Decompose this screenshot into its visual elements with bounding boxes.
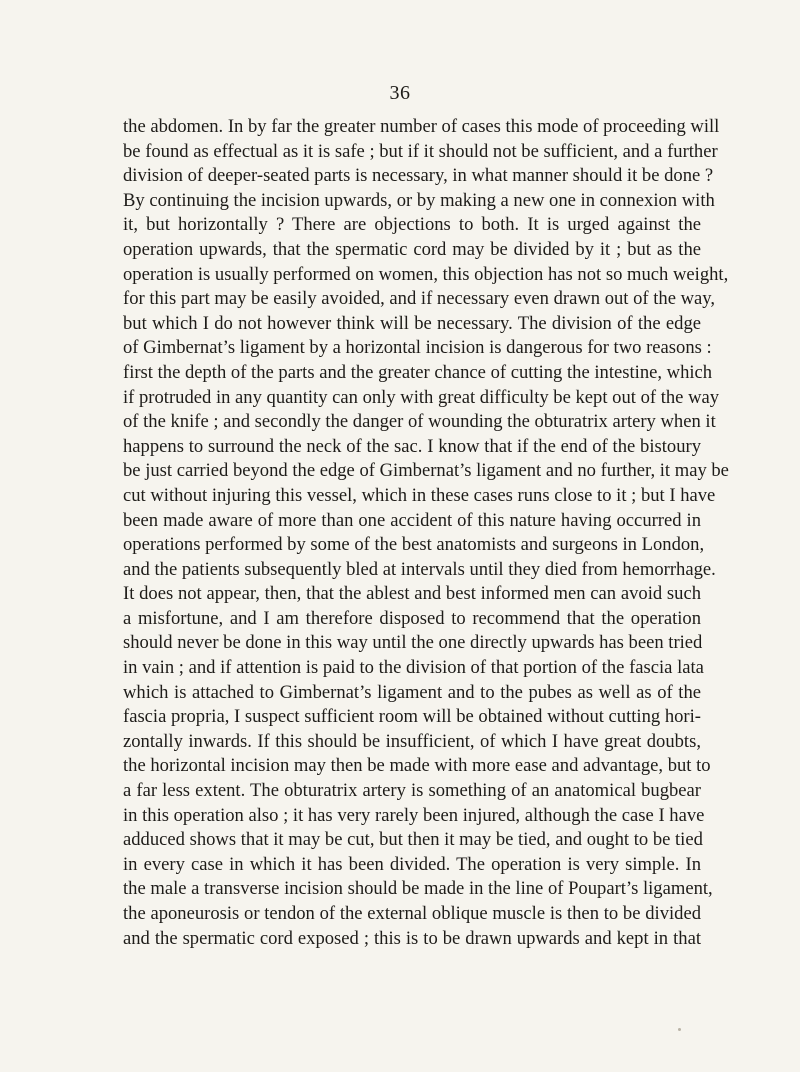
- text-line: the abdomen. In by far the greater number of cases this mode of proceeding will: [123, 116, 720, 137]
- text-line: a far less extent. The obturatrix artery is something of an anatomical bugbear: [123, 780, 701, 802]
- text-line: operation upwards, that the spermatic cord may be divided by it ; but as the: [123, 238, 701, 260]
- text-line: the male a transverse incision should be made in the line of Poupart’s ligament,: [123, 878, 713, 900]
- text-line: and the patients subsequently bled at intervals until they died from hemorrhage.: [123, 558, 716, 580]
- text-line: fascia propria, I suspect sufficient room will be obtained without cutting hori-: [123, 706, 701, 728]
- text-line: operation is usually performed on women, this objection has not so much weight,: [123, 263, 729, 285]
- text-line: of the knife ; and secondly the danger of wounding the obturatrix artery when it: [123, 411, 716, 433]
- text-line: cut without injuring this vessel, which in these cases runs close to it ; but I have: [123, 484, 716, 506]
- text-line: if protruded in any quantity can only with great difficulty be kept out of the way: [123, 386, 720, 408]
- text-line: been made aware of more than one accident of this nature having occurred in: [123, 509, 701, 531]
- text-line: By continuing the incision upwards, or by making a new one in connexion with: [123, 189, 715, 211]
- text-line: and the spermatic cord exposed ; this is to be drawn upwards and kept in that: [123, 927, 701, 949]
- text-line: operations performed by some of the best anatomists and surgeons in London,: [123, 534, 705, 556]
- text-line: which is attached to Gimbernat’s ligament and to the pubes as well as of the: [123, 681, 701, 703]
- text-line: in vain ; and if attention is paid to the division of that portion of the fascia lata: [123, 657, 704, 679]
- text-line: but which I do not however think will be necessary. The division of the edge: [123, 312, 701, 334]
- text-line: of Gimbernat’s ligament by a horizontal incision is dangerous for two reasons :: [123, 337, 712, 359]
- text-line: in every case in which it has been divided. The operation is very simple. In: [123, 853, 701, 875]
- page-number: 36: [389, 82, 411, 104]
- text-line: be just carried beyond the edge of Gimbernat’s ligament and no further, it may be: [123, 460, 729, 482]
- text-line: It does not appear, then, that the ablest and best informed men can avoid such: [123, 583, 701, 605]
- text-line: zontally inwards. If this should be insufficient, of which I have great doubts,: [123, 730, 701, 752]
- text-line: a misfortune, and I am therefore disposed to recommend that the operation: [123, 607, 701, 629]
- text-line: in this operation also ; it has very rarely been injured, although the case I have: [123, 804, 705, 826]
- text-line: for this part may be easily avoided, and if necessary even drawn out of the way,: [123, 288, 716, 310]
- text-line: it, but horizontally ? There are objections to both. It is urged against the: [123, 214, 701, 236]
- body-text: [123, 115, 729, 951]
- text-line: division of deeper-seated parts is necessary, in what manner should it be done ?: [123, 165, 714, 187]
- text-line: be found as effectual as it is safe ; but if it should not be sufficient, and a further: [123, 140, 718, 162]
- text-line: adduced shows that it may be cut, but then it may be tied, and ought to be tied: [123, 829, 703, 851]
- text-line: should never be done in this way until the one directly upwards has been tried: [123, 632, 703, 654]
- text-line: the horizontal incision may then be made with more ease and advantage, but to: [123, 755, 711, 777]
- paper-speck: [678, 1028, 681, 1031]
- text-line: happens to surround the neck of the sac. I know that if the end of the bistoury: [123, 435, 701, 457]
- text-line: first the depth of the parts and the greater chance of cutting the intestine, which: [123, 361, 713, 383]
- text-line: the aponeurosis or tendon of the external oblique muscle is then to be divided: [123, 903, 701, 924]
